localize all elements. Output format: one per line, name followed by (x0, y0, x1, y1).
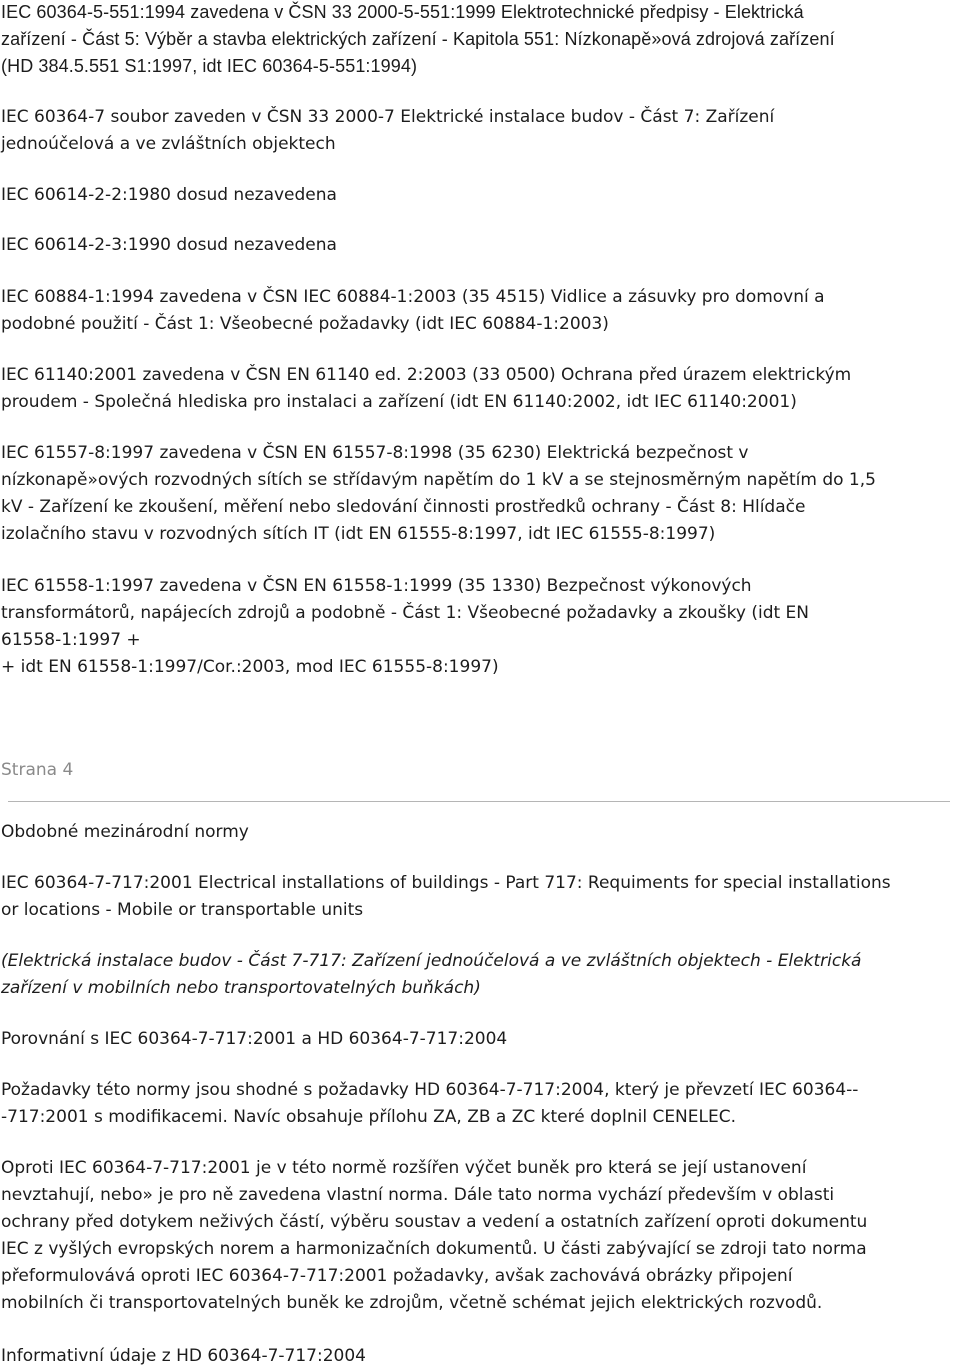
paragraph-iec-60364-5-551: IEC 60364-5-551:1994 zavedena v ČSN 33 2000-5-551:1999 Elektrotechnické předpisy - Elektrická zařízení - Část 5: Výběr a stavba elektrických zařízení - Kapitola 551: Nízkonapě»ová zdrojová zařízení (HD 384.5.551 S1:1997, idt IEC 60364-5-551:1994) (1, 2, 835, 76)
paragraph-iec-60614-2-2: IEC 60614-2-2:1980 dosud nezavedena (1, 185, 337, 205)
paragraph-requirements: Požadavky této normy jsou shodné s požadavky HD 60364-7-717:2004, který je převzetí IEC 60364-- -717:2001 s modifikacemi. Navíc obsahuje přílohu ZA, ZB a ZC které doplnil CENELEC. (1, 1080, 859, 1127)
paragraph-iec-61557-8: IEC 61557-8:1997 zavedena v ČSN EN 61557-8:1998 (35 6230) Elektrická bezpečnost v nízkonapě»ových rozvodných sítích se střídavým napětím do 1 kV a se stejnosměrným napětím do 1,5 kV - Zařízení ke zkoušení, měření nebo sledování činnosti prostředků ochrany - Část 8: Hlídače izolačního stavu v rozvodných sítích IT (idt EN 61555-8:1997, idt IEC 61555-8:1997) (1, 443, 876, 544)
section-heading-similar-standards: Obdobné mezinárodní normy (1, 822, 249, 842)
section-heading-comparison: Porovnání s IEC 60364-7-717:2001 a HD 60364-7-717:2004 (1, 1029, 508, 1049)
page-number-label: Strana 4 (1, 760, 74, 780)
paragraph-iec-60614-2-3: IEC 60614-2-3:1990 dosud nezavedena (1, 235, 337, 255)
paragraph-iec-61558-1: IEC 61558-1:1997 zavedena v ČSN EN 61558-1:1999 (35 1330) Bezpečnost výkonových transformátorů, napájecích zdrojů a podobně - Část 1: Všeobecné požadavky a zkoušky (idt EN 61558-1:1997 + + idt EN 61558-1:1997/Cor.:2003, mod IEC 61555-8:1997) (1, 576, 810, 677)
paragraph-iec-61140: IEC 61140:2001 zavedena v ČSN EN 61140 ed. 2:2003 (33 0500) Ochrana před úrazem elektrickým proudem - Společná hlediska pro instalaci a zařízení (idt EN 61140:2002, idt IEC 61140:2001) (1, 365, 852, 412)
paragraph-differences: Oproti IEC 60364-7-717:2001 je v této normě rozšířen výčet buněk pro která se její ustanovení nevztahují, nebo» je pro ně zavedena vlastní norma. Dále tato norma vychází především v oblasti ochrany před dotykem neživých částí, výběru soustav a vedení a ostatních zařízení oproti dokumentu IEC z vyšlých evropských norem a harmonizačních dokumentů. U části zabývající se zdroji tato norma přeformulovává oproti IEC 60364-7-717:2001 požadavky, avšak zachovává obrázky připojení mobilních či transportovatelných buněk ke zdrojům, včetně schémat jejich elektrických rozvodů. (1, 1158, 868, 1313)
paragraph-czech-title-italic: (Elektrická instalace budov - Část 7-717: Zařízení jednoúčelová a ve zvláštních objektech - Elektrická zařízení v mobilních nebo transportovatelných buňkách) (1, 951, 862, 998)
paragraph-iec-60364-7-717: IEC 60364-7-717:2001 Electrical installations of buildings - Part 717: Requiments for special installations or locations - Mobile or transportable units (1, 873, 891, 920)
section-heading-informative-data: Informativní údaje z HD 60364-7-717:2004 (1, 1346, 366, 1366)
paragraph-iec-60364-7: IEC 60364-7 soubor zaveden v ČSN 33 2000-7 Elektrické instalace budov - Část 7: Zařízení jednoúčelová a ve zvláštních objektech (1, 107, 775, 154)
page-divider (8, 801, 950, 802)
paragraph-iec-60884-1: IEC 60884-1:1994 zavedena v ČSN IEC 60884-1:2003 (35 4515) Vidlice a zásuvky pro domovní a podobné použití - Část 1: Všeobecné požadavky (idt IEC 60884-1:2003) (1, 287, 825, 334)
